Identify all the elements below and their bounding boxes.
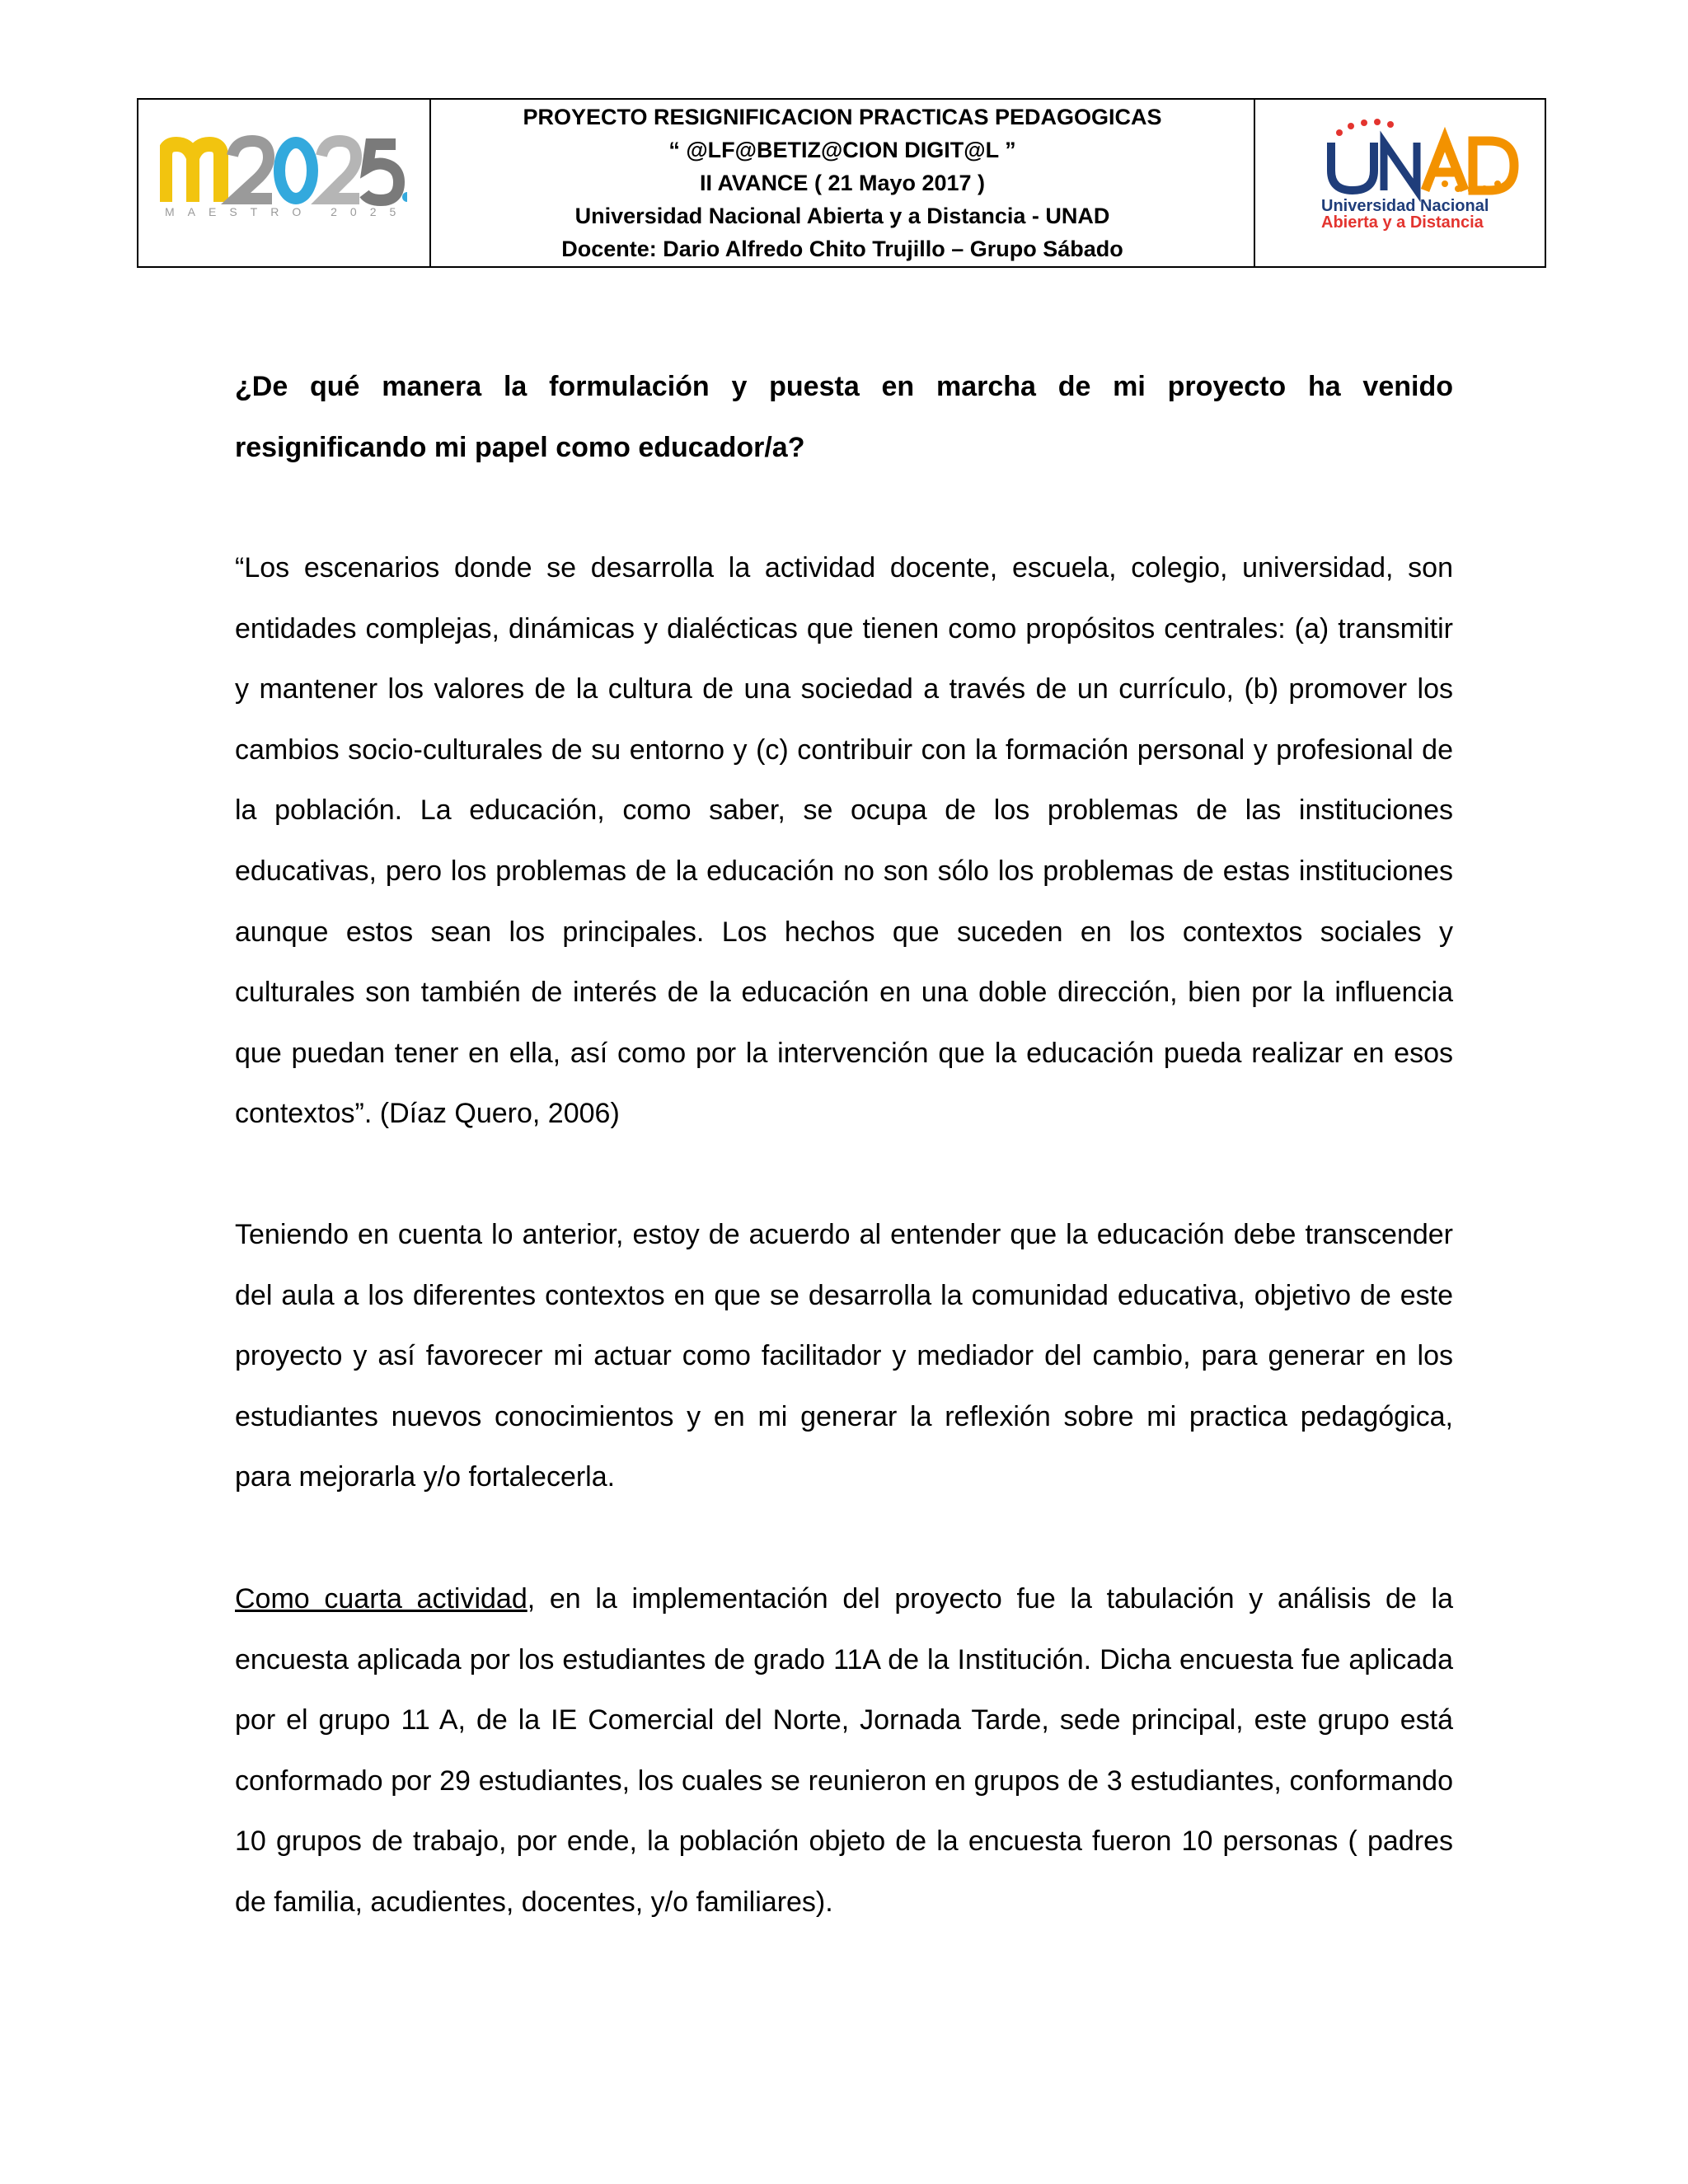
m2025-subtitle: MAESTRO 2025 [165, 205, 410, 218]
header-title-cell [431, 100, 1255, 266]
unad-line1: Universidad Nacional [1321, 197, 1489, 215]
project-title: PROYECTO RESIGNIFICACION PRACTICAS PEDAGOGICAS [523, 105, 1162, 129]
university-name: Universidad Nacional Abierta y a Distancia - UNAD [574, 204, 1110, 228]
teacher-line: Docente: Dario Alfredo Chito Trujillo – Grupo Sábado [561, 237, 1123, 261]
reflection-paragraph: Teniendo en cuenta lo anterior, estoy de acuerdo al entender que la educación debe transcender del aula a los diferentes contextos en que se desarrolla la comunidad educativa, objetivo de este proyecto y así favorecer mi actuar como facilitador y mediador del cambio, para generar en los estudiantes nuevos conocimientos y en mi generar la reflexión sobre mi practica pedagógica, para mejorarla y/o fortalecerla. [235, 1219, 1453, 1493]
guiding-question: ¿De qué manera la formulación y puesta en marcha de mi proyecto ha venido resignificando mi papel como educador/a? [235, 371, 1453, 463]
quote-paragraph: “Los escenarios donde se desarrolla la actividad docente, escuela, colegio, universidad, son entidades complejas, dinámicas y dialécticas que tienen como propósitos centrales: (a) transmitir y mantener los valores de la cultura de una sociedad a través de un currículo, (b) promover los cambios socio-culturales de su entorno y (c) contribuir con la formación personal y profesional de la población. La educación, como saber, se ocupa de los problemas de las instituciones educativas, pero los problemas de la educación no son sólo los problemas de estas instituciones aunque estos sean los principales. Los hechos que suceden en los contextos sociales y culturales son también de interés de la educación en una doble dirección, bien por la influencia que puedan tener en ella, así como por la intervención que la educación pueda realizar en esos contextos”. (Díaz Quero, 2006) [235, 552, 1453, 1130]
activity-text: , en la implementación del proyecto fue la tabulación y análisis de la encuesta aplicada por los estudiantes de grado 11A de la Institución. Dicha encuesta fue aplicada por el grupo 11 A, de la IE Comercial del Norte, Jornada Tarde, sede principal, este grupo está conformado por 29 estudiantes, los cuales se reunieron en grupos de 3 estudiantes, conformando 10 grupos de trabajo, por ende, la población objeto de la encuesta fueron 10 personas ( padres de familia, acudientes, docentes, y/o familiares). [235, 1583, 1453, 1918]
m2025-logo [160, 123, 410, 230]
project-subtitle: “ @LF@BETIZ@CION DIGIT@L ” [668, 138, 1016, 162]
unad-logo [1321, 115, 1527, 255]
activity-lead-underlined: Como cuarta actividad [235, 1583, 528, 1615]
unad-line2: Abierta y a Distancia [1321, 213, 1484, 232]
document-header-table [137, 98, 1546, 268]
activity-paragraph [235, 1569, 1453, 1933]
header-logo-cell-right [1255, 100, 1545, 266]
header-logo-cell-left [138, 100, 431, 266]
progress-label: II AVANCE ( 21 Mayo 2017 ) [699, 171, 986, 195]
